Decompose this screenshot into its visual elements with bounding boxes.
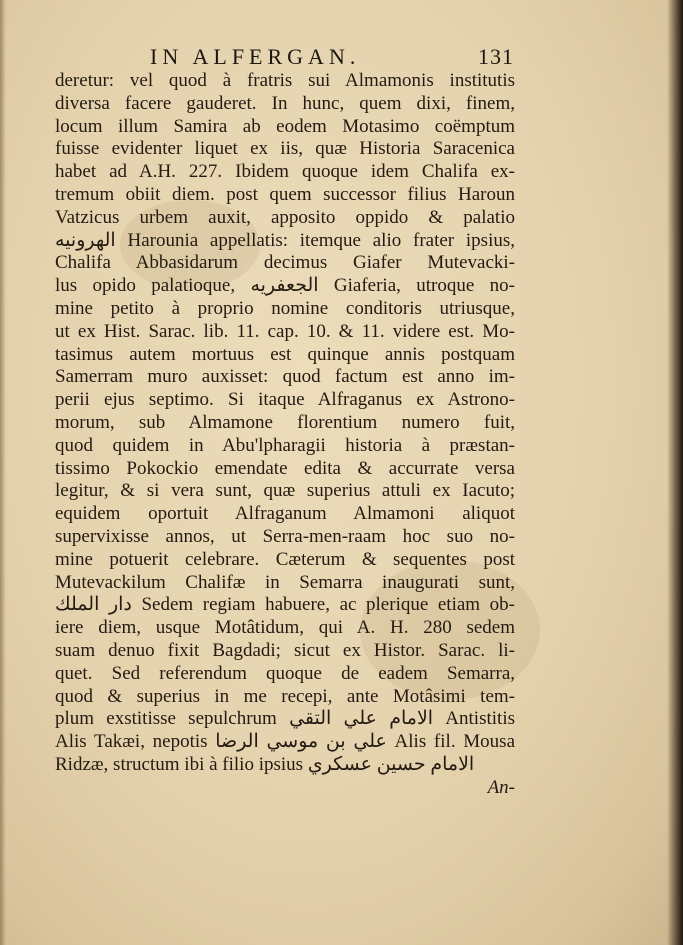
text-line: tasimus autem mortuus est quinque annis postquam: [55, 343, 515, 365]
text-line: tissimo Pokockio emendate edita & accurrate versa: [55, 457, 515, 479]
text-line: mine potuerit celebrare. Cæterum & sequentes post: [55, 548, 515, 570]
text-line: دار الملك Sedem regiam habuere, ac plerique etiam ob-: [55, 594, 515, 616]
catchword: An-: [487, 776, 515, 798]
text-line: Mutevackilum Chalifæ in Semarra inaugurati sunt,: [55, 571, 515, 593]
text-line: Alis Takæi, nepotis علي بن موسي الرضا Alis fil. Mousa: [55, 731, 516, 753]
text-line: Samerram muro auxisset: quod factum est anno im-: [55, 366, 515, 388]
text-line: Chalifa Abbasidarum decimus Giafer Mutevacki-: [55, 252, 515, 274]
text-line: ut ex Hist. Sarac. lib. 11. cap. 10. & 11. videre est. Mo-: [55, 320, 515, 342]
body-text: [55, 70, 515, 800]
text-line: Ridzæ, structum ibi à filio ipsius الامام حسين عسكري: [55, 753, 475, 775]
text-line: diversa facere gauderet. In hunc, quem dixi, finem,: [55, 92, 515, 114]
text-line: iere diem, usque Motâtidum, qui A. H. 280 sedem: [55, 617, 515, 639]
text-line: الهرونيه Harounia appellatis: itemque alio frater ipsius,: [55, 229, 515, 251]
page-number: 131: [478, 44, 514, 69]
text-line: equidem oportuit Alfraganum Almamoni aliquot: [55, 503, 515, 525]
text-line: locum illum Samira ab eodem Motasimo coëmptum: [55, 115, 515, 137]
text-line: fuisse evidenter liquet ex iis, quæ Historia Saracenica: [55, 138, 515, 160]
page-header: [0, 44, 683, 70]
text-line: quod & superius in me recepi, ante Motâsimi tem-: [55, 685, 515, 707]
running-head: IN ALFERGAN.: [150, 44, 361, 69]
text-line: supervixisse annos, ut Serra-men-raam hoc suo no-: [55, 525, 515, 547]
text-line: lus opido palatioque, الجعفريه Giaferia, utroque no-: [55, 275, 515, 297]
text-line: habet ad A.H. 227. Ibidem quoque idem Chalifa ex-: [55, 161, 515, 183]
page-shadow-left: [0, 0, 6, 945]
text-line: perii ejus septimo. Si itaque Alfraganus ex Astrono-: [55, 389, 515, 411]
text-line: plum exstitisse sepulchrum الامام علي التقي Antistitis: [55, 708, 515, 730]
text-line: legitur, & si vera sunt, quæ superius attuli ex Iacuto;: [55, 480, 515, 502]
text-line: deretur: vel quod à fratris sui Almamonis institutis: [55, 70, 515, 91]
text-line: quet. Sed referendum quoque de eadem Semarra,: [55, 662, 515, 684]
text-line: Vatzicus urbem auxit, apposito oppido & palatio: [55, 206, 515, 228]
text-line: mine petito à proprio nomine conditoris utriusque,: [55, 297, 515, 319]
text-line: suam denuo fixit Bagdadi; sicut ex Histor. Sarac. li-: [55, 639, 515, 661]
text-line: morum, sub Almamone florentium numero fuit,: [55, 411, 515, 433]
text-line: quod quidem in Abu'lpharagii historia à præstan-: [55, 434, 515, 456]
text-line: tremum obiit diem. post quem successor filius Haroun: [55, 183, 515, 205]
page-gutter-right: [667, 0, 683, 945]
